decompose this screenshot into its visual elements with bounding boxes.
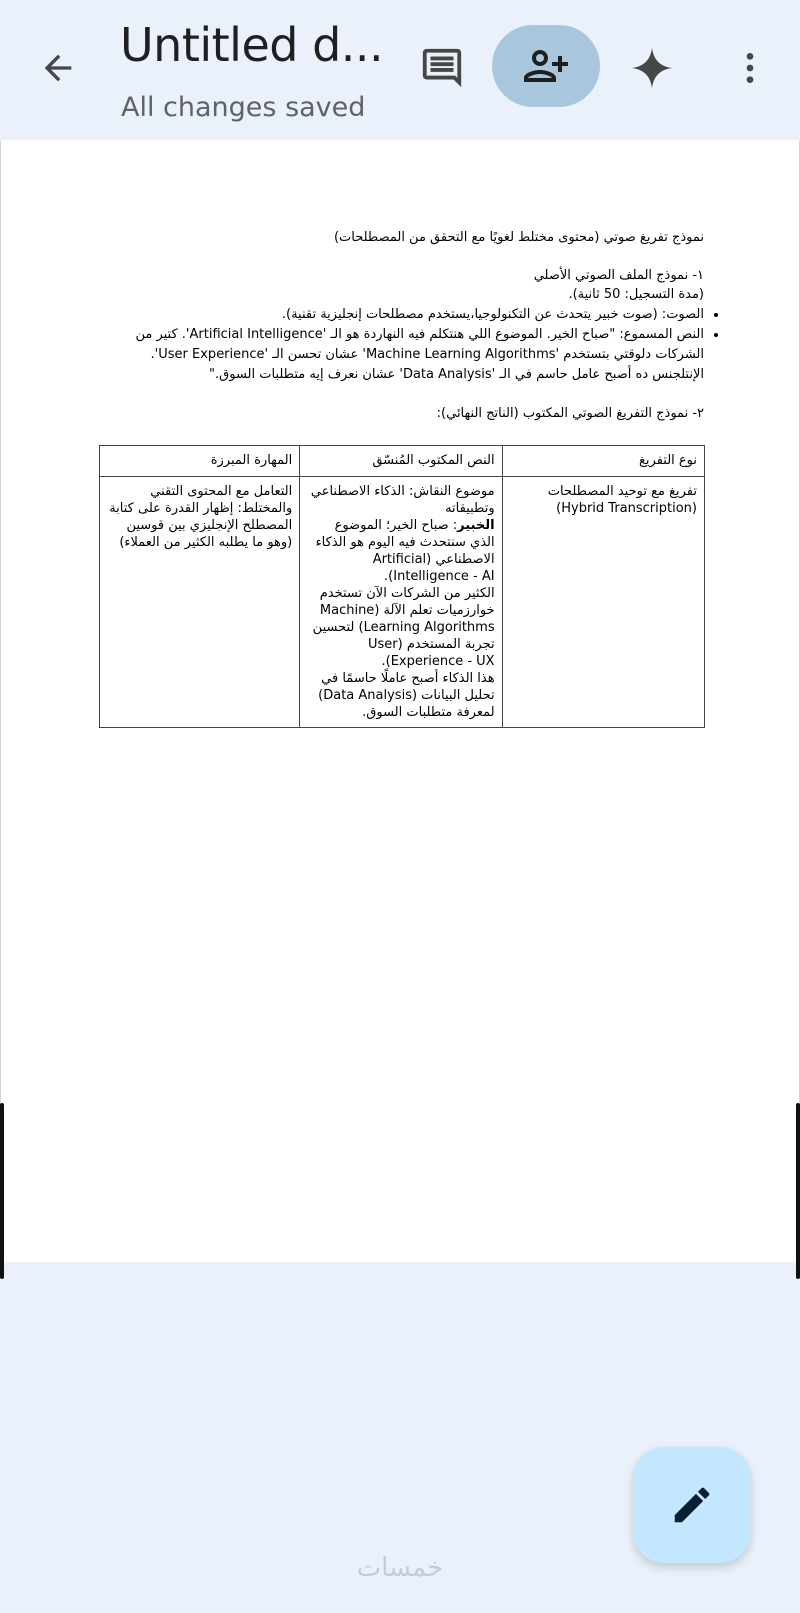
table-row (100, 477, 705, 728)
document-page[interactable] (0, 140, 800, 1262)
list-item: • الصوت: (صوت خبير يتحدث عن التكنولوجيا،يستخدم مصطلحات إنجليزية تقنية). (99, 305, 704, 325)
table-header: نوع التفريغ (502, 446, 704, 477)
cell-text-line: الكثير من الشركات الآن تستخدم خوارزميات تعلم الآلة (Machine Learning Algorithms) لتحسين تجربة المستخدم (User Experience - UX). (312, 586, 495, 669)
table-header-row (100, 446, 705, 477)
cell-type: تفريغ مع توحيد المصطلحات (Hybrid Transcription) (502, 477, 704, 728)
share-button[interactable] (492, 25, 600, 107)
table-header: النص المكتوب المُنسّق (300, 446, 502, 477)
page-edge-handle (796, 1103, 800, 1279)
edit-pencil-icon (669, 1482, 715, 1528)
edit-fab-button[interactable] (634, 1447, 750, 1563)
cell-text (300, 477, 502, 728)
more-options-button[interactable] (722, 40, 778, 96)
add-person-icon (522, 42, 570, 90)
list-item: • النص المسموع: "صباح الخير. الموضوع اللي هنتكلم فيه النهاردة هو الـ 'Artificial Intelligence'. كتير من الشركات دلوقتي بتستخدم 'Machine Learning Algorithms' عشان تحسن الـ 'User Experience'. الإنتلجنس ده أصبح عامل حاسم في الـ 'Data Analysis' عشان نعرف إيه متطلبات السوق." (99, 325, 704, 385)
table-header: المهارة المبرزة (100, 446, 300, 477)
section1-bullets (99, 305, 742, 385)
back-button[interactable] (34, 44, 82, 92)
cell-skill: التعامل مع المحتوى التقني والمختلط: إظهار القدرة على كتابة المصطلح الإنجليزي بين قوسين (وهو ما يطلبه الكثير من العملاء) (100, 477, 300, 728)
expert-label: الخبير (457, 518, 495, 533)
cell-text-line: موضوع النقاش: الذكاء الاصطناعي وتطبيقاته (310, 484, 495, 516)
gemini-sparkle-icon (630, 46, 674, 90)
top-app-bar (0, 0, 800, 140)
page-edge-handle (0, 1103, 4, 1279)
section1-duration: (مدة التسجيل: 50 ثانية). (568, 287, 704, 302)
back-arrow-icon (38, 48, 78, 88)
section1-heading: ١- نموذج الملف الصوتي الأصلي (533, 268, 704, 283)
watermark: خمسات (356, 1553, 444, 1583)
more-vert-icon (730, 48, 770, 88)
section2-heading: ٢- نموذج التفريغ الصوتي المكتوب (الناتج النهائي): (436, 406, 704, 421)
cell-text-line: هذا الذكاء أصبح عاملًا حاسمًا في تحليل البيانات (Data Analysis) لمعرفة متطلبات السوق. (318, 671, 495, 720)
comments-button[interactable] (414, 40, 470, 96)
doc-title: نموذج تفريغ صوتي (محتوى مختلط لغويًا مع التحقق من المصطلحات) (333, 230, 704, 245)
save-status: All changes saved (121, 92, 366, 123)
comment-icon (419, 45, 465, 91)
document-title[interactable]: Untitled d... (120, 18, 384, 72)
expert-text: : صباح الخير؛ الموضوع الذي سنتحدث فيه اليوم هو الذكاء الاصطناعي (Artificial Intelligence - AI). (315, 518, 495, 584)
cell-text-line (307, 517, 494, 585)
transcription-table (99, 445, 705, 728)
gemini-button[interactable] (624, 40, 680, 96)
